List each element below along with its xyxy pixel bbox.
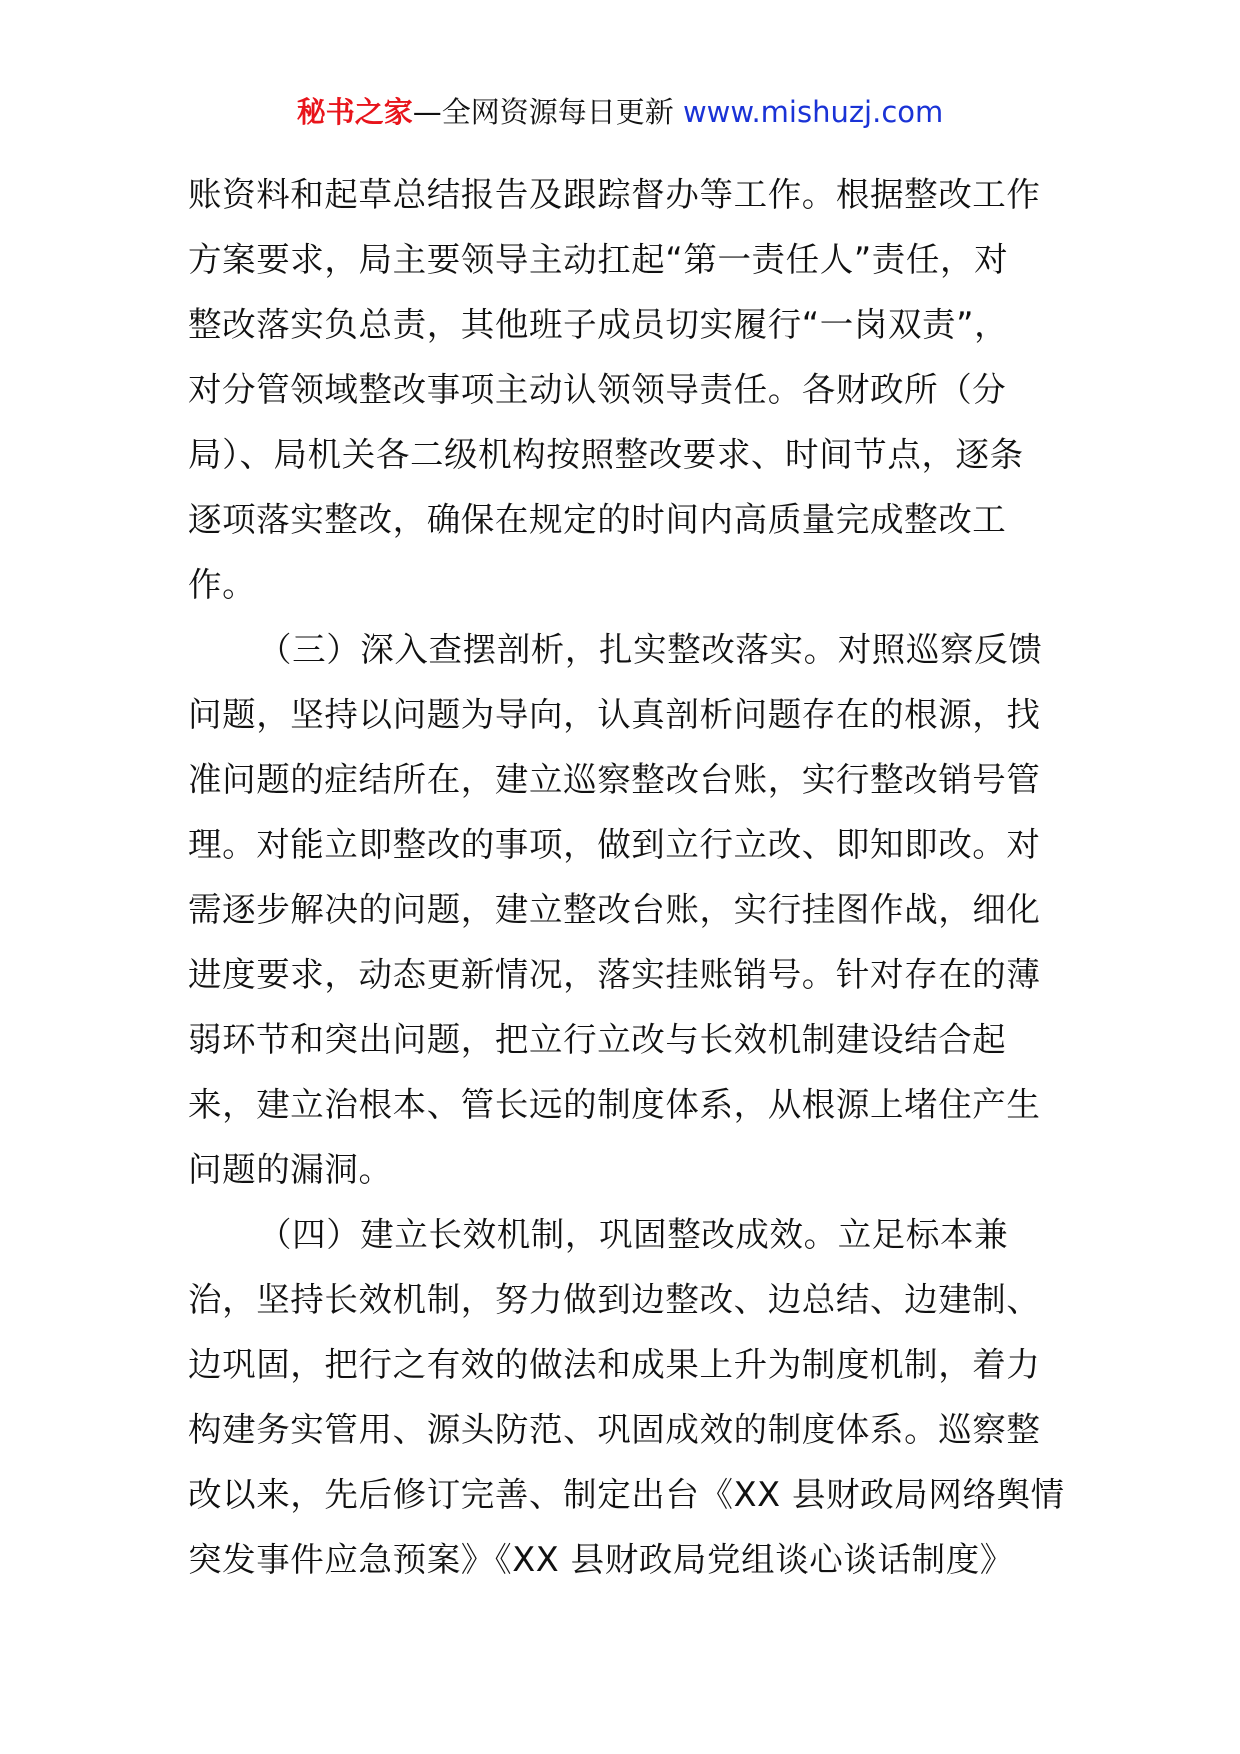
text-line: 弱环节和突出问题，把立行立改与长效机制建设结合起 <box>188 1020 1007 1059</box>
text-line: 改以来，先后修订完善、制定出台《XX 县财政局网络舆情 <box>188 1475 1065 1514</box>
text-line: 构建务实管用、源头防范、巩固成效的制度体系。巡察整 <box>188 1410 1041 1449</box>
text-line: 作。 <box>188 565 257 604</box>
text-line: 突发事件应急预案》《XX 县财政局党组谈心谈话制度》 <box>188 1540 1014 1579</box>
text-line: 边巩固，把行之有效的做法和成果上升为制度机制，着力 <box>188 1345 1041 1384</box>
site-header <box>0 92 1240 132</box>
site-url-link[interactable]: www.mishuzj.com <box>682 95 944 129</box>
text-line: 理。对能立即整改的事项，做到立行立改、即知即改。对 <box>188 825 1041 864</box>
text-line: 对分管领域整改事项主动认领领导责任。各财政所（分 <box>188 370 1007 409</box>
text-line: 来，建立治根本、管长远的制度体系，从根源上堵住产生 <box>188 1085 1041 1124</box>
site-brand: 秘书之家 <box>296 95 413 129</box>
text-line: 需逐步解决的问题，建立整改台账，实行挂图作战，细化 <box>188 890 1041 929</box>
text-line: 逐项落实整改，确保在规定的时间内高质量完成整改工 <box>188 500 1007 539</box>
text-line: 治，坚持长效机制，努力做到边整改、边总结、边建制、 <box>188 1280 1041 1319</box>
text-line: 问题，坚持以问题为导向，认真剖析问题存在的根源，找 <box>188 695 1041 734</box>
section-heading-line: （四）建立长效机制，巩固整改成效。立足标本兼 <box>258 1215 1009 1254</box>
text-line: 账资料和起草总结报告及跟踪督办等工作。根据整改工作 <box>188 175 1041 214</box>
document-body <box>188 162 1065 1592</box>
text-line: 方案要求，局主要领导主动扛起“第一责任人”责任，对 <box>188 240 1009 279</box>
text-line: 准问题的症结所在，建立巡察整改台账，实行整改销号管 <box>188 760 1041 799</box>
text-line: 整改落实负总责，其他班子成员切实履行“一岗双责”， <box>188 305 1009 344</box>
site-slogan: —全网资源每日更新 <box>412 95 683 129</box>
text-line: 局）、局机关各二级机构按照整改要求、时间节点，逐条 <box>188 435 1024 474</box>
section-heading-line: （三）深入查摆剖析，扎实整改落实。对照巡察反馈 <box>258 630 1043 669</box>
text-line: 问题的漏洞。 <box>188 1150 393 1189</box>
text-line: 进度要求，动态更新情况，落实挂账销号。针对存在的薄 <box>188 955 1041 994</box>
